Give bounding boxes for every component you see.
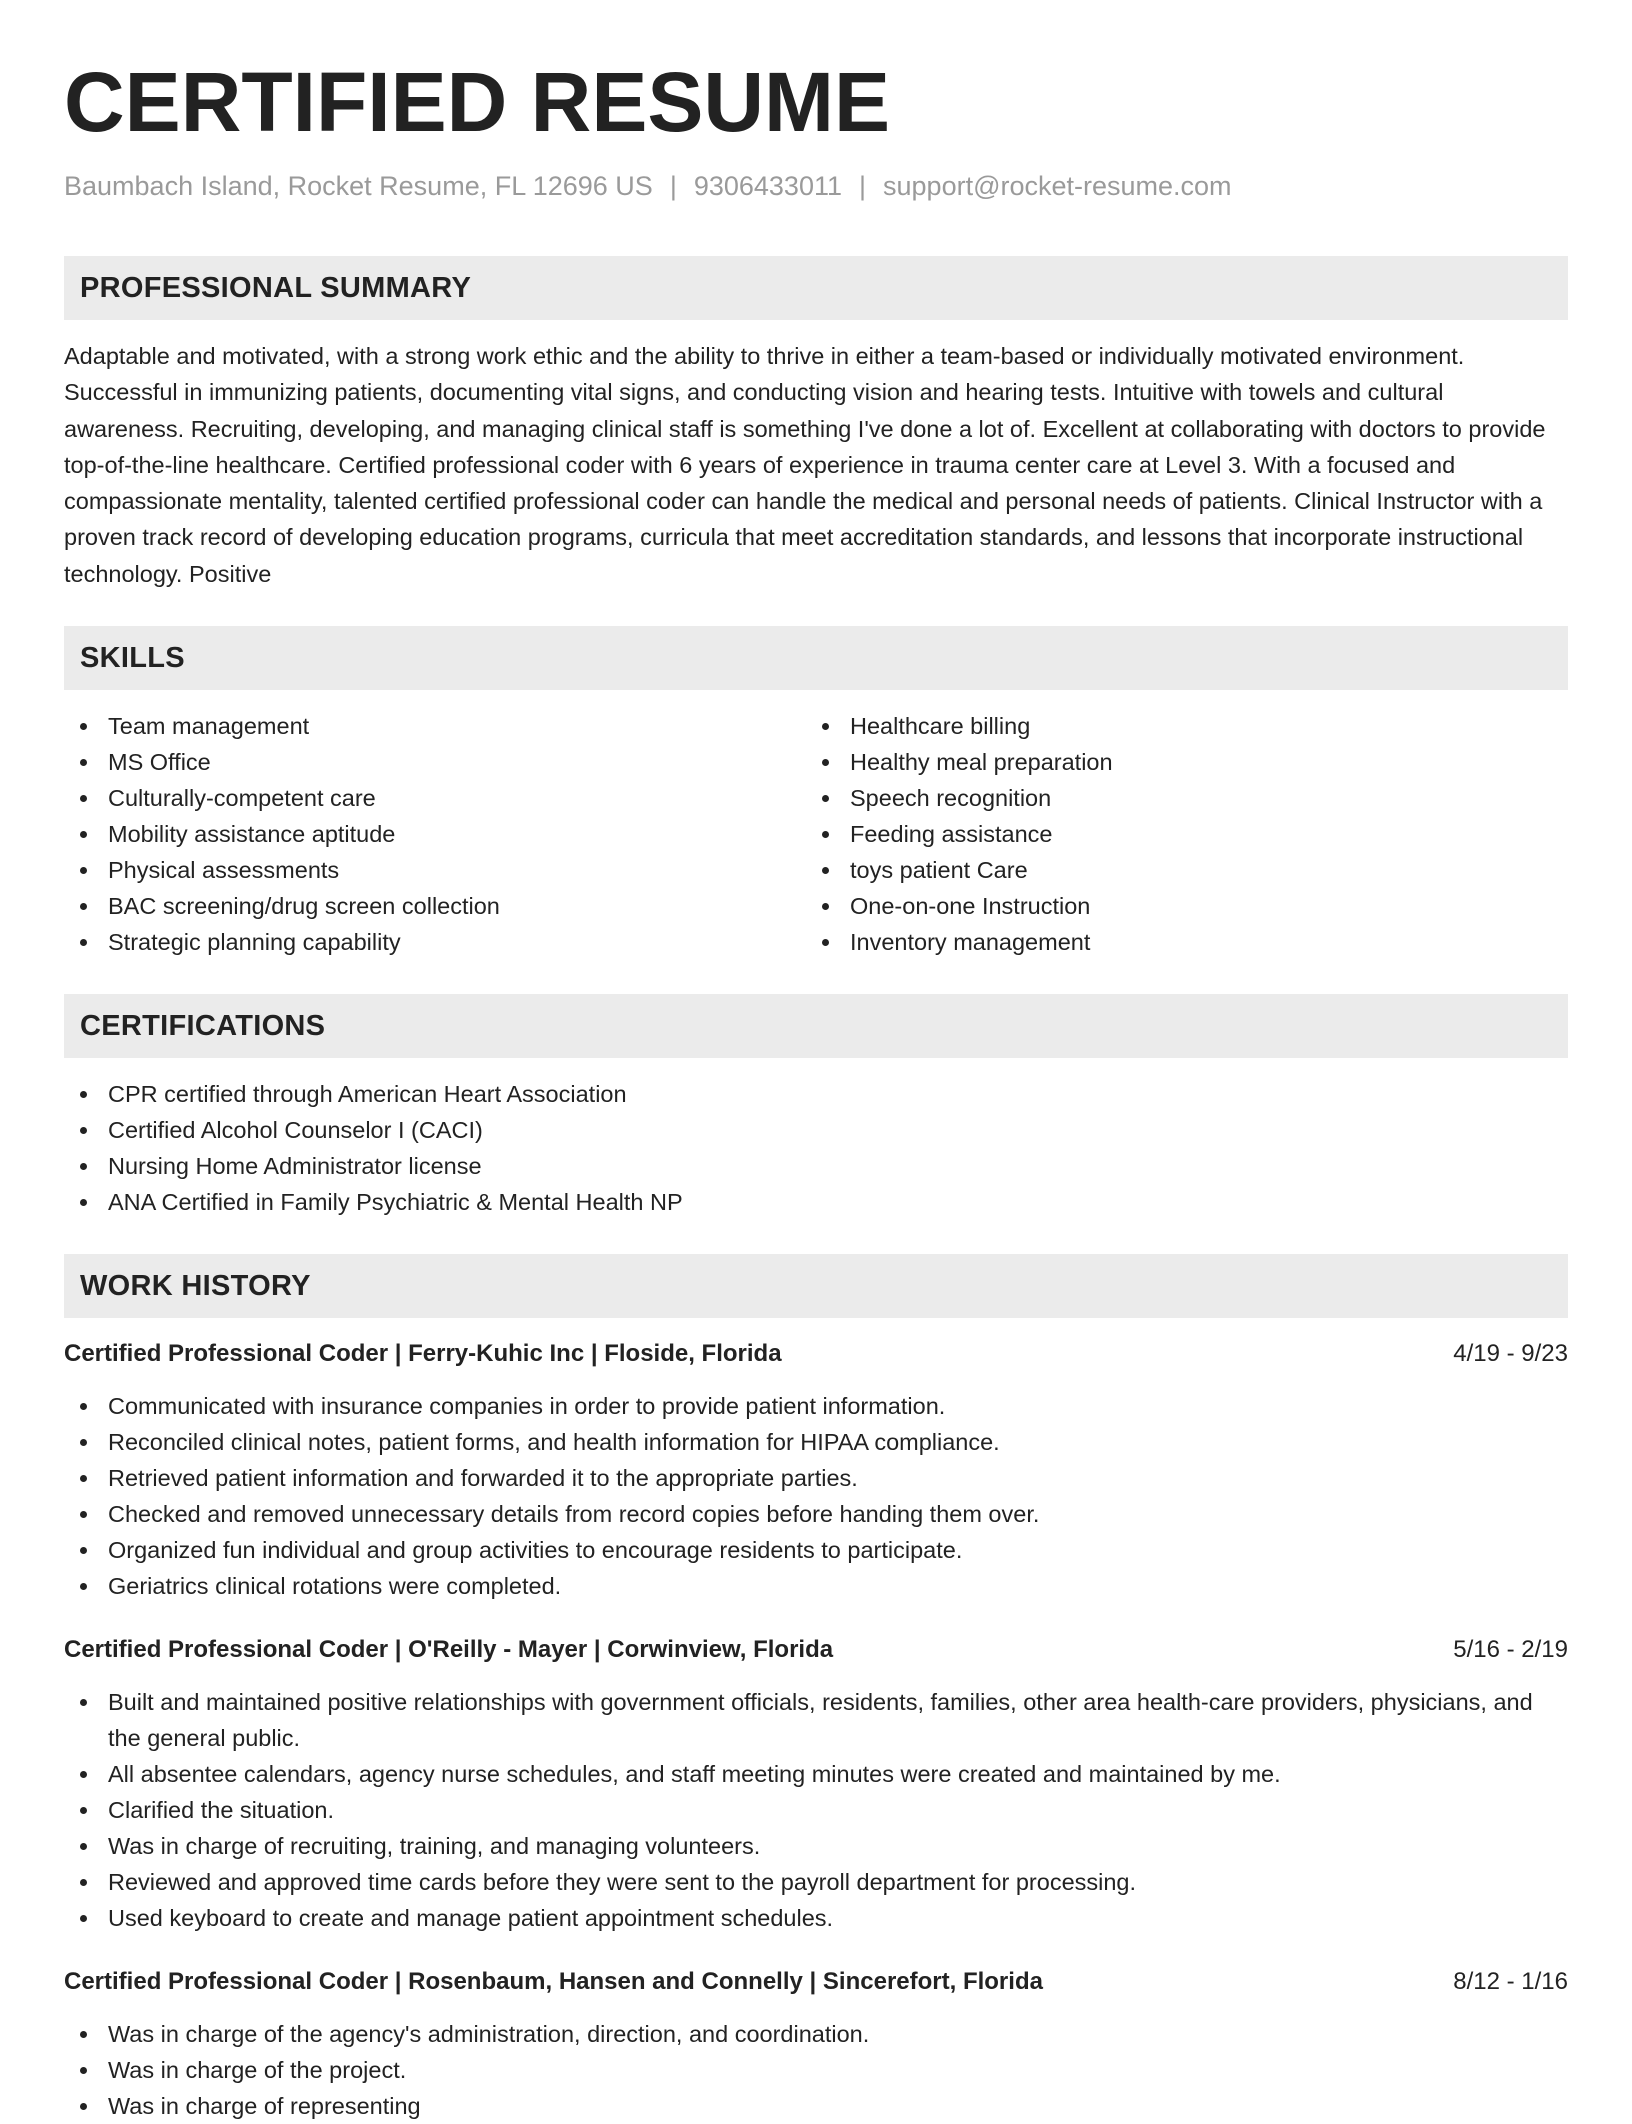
skill-item: Strategic planning capability xyxy=(64,924,806,960)
job-entry xyxy=(64,1336,1568,1604)
job-bullet: Built and maintained positive relationships with government officials, residents, families, other area health-care providers, physicians, and the general public. xyxy=(64,1684,1568,1756)
skill-item: Physical assessments xyxy=(64,852,806,888)
job-header xyxy=(64,1632,1568,1668)
job-bullets xyxy=(64,1388,1568,1604)
certification-item: Certified Alcohol Counselor I (CACI) xyxy=(64,1112,1568,1148)
section-heading-skills: SKILLS xyxy=(64,626,1568,690)
job-dates: 4/19 - 9/23 xyxy=(1453,1340,1568,1368)
skill-item: Team management xyxy=(64,708,806,744)
summary-text: Adaptable and motivated, with a strong work ethic and the ability to thrive in either a team-based or individually motivated environment. Successful in immunizing patients, documenting vital signs, and conducting vision and hearing tests. Intuitive with towels and cultural awareness. Recruiting, developing, and managing clinical staff is something I've done a lot of. Excellent at collaborating with doctors to provide top-of-the-line healthcare. Certified professional coder with 6 years of experience in trauma center care at Level 3. With a focused and compassionate mentality, talented certified professional coder can handle the medical and personal needs of patients. Clinical Instructor with a proven track record of developing education programs, curricula that meet accreditation standards, and lessons that incorporate instructional technology. Positive xyxy=(64,343,1546,587)
skill-item: Feeding assistance xyxy=(806,816,1548,852)
skill-item: Speech recognition xyxy=(806,780,1548,816)
skill-item: Mobility assistance aptitude xyxy=(64,816,806,852)
skill-item: Culturally-competent care xyxy=(64,780,806,816)
skills-list xyxy=(64,708,1568,960)
skill-item: Healthy meal preparation xyxy=(806,744,1548,780)
job-header xyxy=(64,1336,1568,1372)
job-bullet: Communicated with insurance companies in order to provide patient information. xyxy=(64,1388,1568,1424)
job-bullets xyxy=(64,2016,1568,2124)
job-bullet: Checked and removed unnecessary details from record copies before handing them over. xyxy=(64,1496,1568,1532)
job-bullet: Was in charge of representing xyxy=(64,2088,1568,2124)
certification-item: Nursing Home Administrator license xyxy=(64,1148,1568,1184)
job-bullet: Organized fun individual and group activities to encourage residents to participate. xyxy=(64,1532,1568,1568)
job-bullet: Reconciled clinical notes, patient forms, and health information for HIPAA compliance. xyxy=(64,1424,1568,1460)
certifications-list xyxy=(64,1076,1568,1220)
job-bullet: Geriatrics clinical rotations were completed. xyxy=(64,1568,1568,1604)
job-bullet: Was in charge of the project. xyxy=(64,2052,1568,2088)
resume-page xyxy=(64,52,1568,2124)
job-bullet: Used keyboard to create and manage patient appointment schedules. xyxy=(64,1900,1568,1936)
job-title: Certified Professional Coder | Ferry-Kuhic Inc | Floside, Florida xyxy=(64,1340,782,1368)
job-bullet: Clarified the situation. xyxy=(64,1792,1568,1828)
job-title: Certified Professional Coder | Rosenbaum, Hansen and Connelly | Sincerefort, Florida xyxy=(64,1968,1043,1996)
skill-item: toys patient Care xyxy=(806,852,1548,888)
job-dates: 5/16 - 2/19 xyxy=(1453,1636,1568,1664)
resume-name: CERTIFIED RESUME xyxy=(64,55,891,149)
skill-item: BAC screening/drug screen collection xyxy=(64,888,806,924)
job-bullet: All absentee calendars, agency nurse schedules, and staff meeting minutes were created and maintained by me. xyxy=(64,1756,1568,1792)
job-entry xyxy=(64,1632,1568,1936)
skill-item: MS Office xyxy=(64,744,806,780)
job-entry xyxy=(64,1964,1568,2124)
contact-line xyxy=(64,168,1568,204)
job-title: Certified Professional Coder | O'Reilly - Mayer | Corwinview, Florida xyxy=(64,1636,834,1664)
section-heading-summary: PROFESSIONAL SUMMARY xyxy=(64,256,1568,320)
certification-item: CPR certified through American Heart Association xyxy=(64,1076,1568,1112)
job-bullet: Was in charge of the agency's administration, direction, and coordination. xyxy=(64,2016,1568,2052)
job-dates: 8/12 - 1/16 xyxy=(1453,1968,1568,1996)
skill-item: Healthcare billing xyxy=(806,708,1548,744)
job-bullet: Retrieved patient information and forwarded it to the appropriate parties. xyxy=(64,1460,1568,1496)
skills-column-left xyxy=(64,708,806,960)
contact-separator: | xyxy=(859,171,867,201)
section-heading-work-history: WORK HISTORY xyxy=(64,1254,1568,1318)
contact-address: Baumbach Island, Rocket Resume, FL 12696 US xyxy=(64,171,653,201)
certification-item: ANA Certified in Family Psychiatric & Mental Health NP xyxy=(64,1184,1568,1220)
contact-email: support@rocket-resume.com xyxy=(883,171,1232,201)
skill-item: Inventory management xyxy=(806,924,1548,960)
job-bullet: Was in charge of recruiting, training, and managing volunteers. xyxy=(64,1828,1568,1864)
skills-column-right xyxy=(806,708,1548,960)
job-bullet: Reviewed and approved time cards before they were sent to the payroll department for processing. xyxy=(64,1864,1568,1900)
job-bullets xyxy=(64,1684,1568,1936)
job-header xyxy=(64,1964,1568,2000)
contact-separator: | xyxy=(669,171,677,201)
skill-item: One-on-one Instruction xyxy=(806,888,1548,924)
section-heading-certifications: CERTIFICATIONS xyxy=(64,994,1568,1058)
contact-phone: 9306433011 xyxy=(693,171,842,201)
